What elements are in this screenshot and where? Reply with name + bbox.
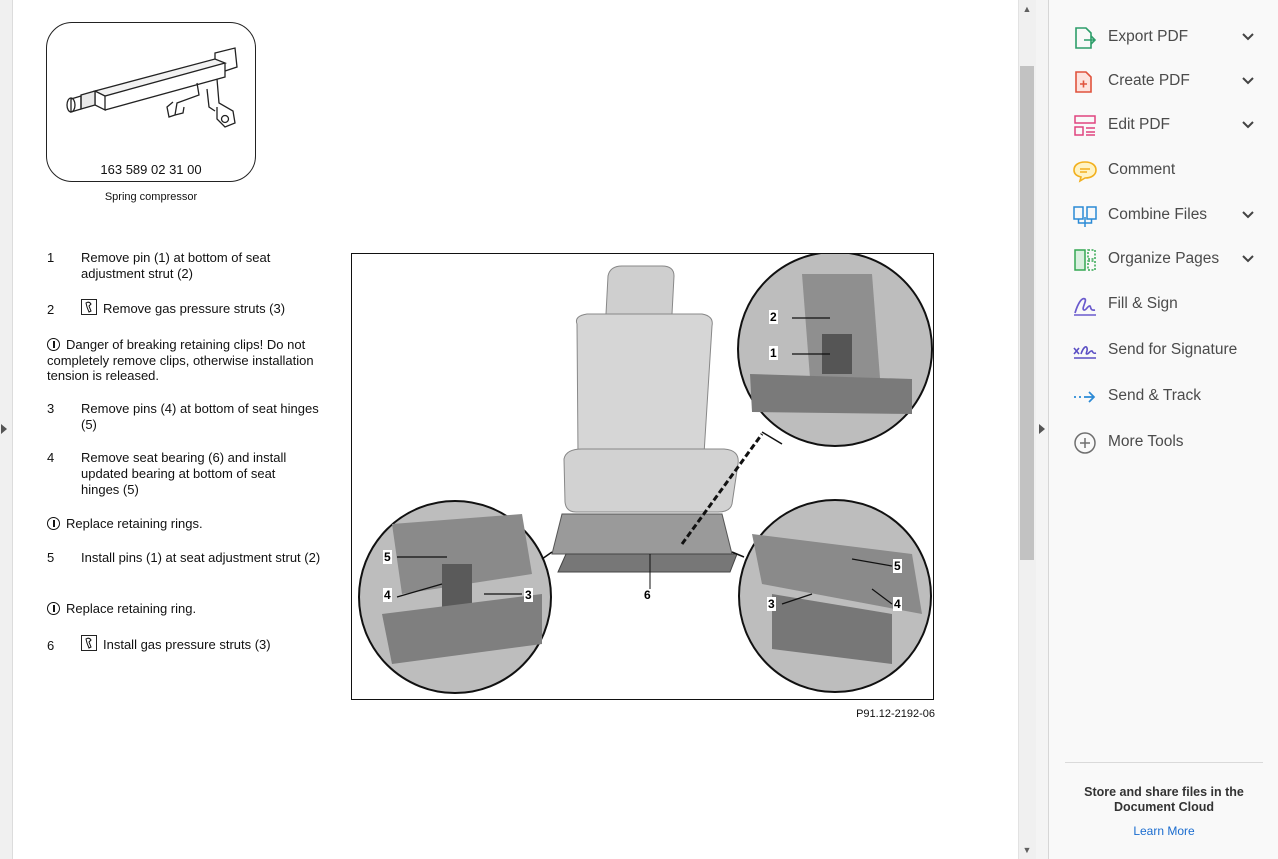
scroll-down-icon[interactable]: ▼ xyxy=(1022,845,1032,855)
step-text-row xyxy=(81,635,321,653)
tool-label: Send & Track xyxy=(1108,387,1202,404)
step-number: 4 xyxy=(47,450,55,465)
export-pdf-icon xyxy=(1072,26,1098,50)
step-text: Install gas pressure struts (3) xyxy=(103,637,271,652)
caution-icon xyxy=(47,338,60,351)
figure-callout-1: 1 xyxy=(770,346,777,360)
tool-edit-pdf[interactable] xyxy=(1072,111,1262,141)
tool-send-for-signature[interactable] xyxy=(1072,336,1262,366)
collapse-tools-pane-icon[interactable] xyxy=(1039,424,1045,434)
organize-pages-icon xyxy=(1072,248,1098,272)
seat-diagram xyxy=(352,254,933,699)
tool-label: Edit PDF xyxy=(1108,116,1171,133)
step-text: Remove pins (4) at bottom of seat hinges (5) xyxy=(81,401,319,432)
seat-assembly-figure xyxy=(351,253,934,700)
chevron-down-icon[interactable] xyxy=(1240,73,1256,89)
scroll-up-icon[interactable]: ▲ xyxy=(1022,4,1032,14)
note-row xyxy=(47,337,327,384)
create-pdf-icon xyxy=(1072,70,1098,94)
chevron-down-icon[interactable] xyxy=(1240,29,1256,45)
step-text: Remove seat bearing (6) and install updated bearing at bottom of seat hinges (5) xyxy=(81,450,287,497)
note-row xyxy=(47,601,327,617)
tool-fill-sign[interactable] xyxy=(1072,290,1262,320)
spring-compressor-illustration xyxy=(47,23,255,163)
figure-callout-5b: 5 xyxy=(894,559,901,573)
step-text: Remove pin (1) at bottom of seat adjustment strut (2) xyxy=(81,250,271,281)
step-text: Install pins (1) at seat adjustment strut (2) xyxy=(81,550,321,565)
figure-callout-6: 6 xyxy=(644,588,651,602)
send-for-signature-icon xyxy=(1072,339,1098,363)
step-number: 5 xyxy=(47,550,55,565)
tool-export-pdf[interactable] xyxy=(1072,23,1262,53)
note-text: Replace retaining rings. xyxy=(66,516,203,531)
tool-label: Comment xyxy=(1108,161,1176,178)
tool-label: Export PDF xyxy=(1108,28,1189,45)
step-text-row xyxy=(81,299,321,317)
chevron-down-icon[interactable] xyxy=(1240,117,1256,133)
figure-callout-3b: 3 xyxy=(768,597,775,611)
more-tools-icon xyxy=(1072,431,1098,455)
send-track-icon xyxy=(1072,385,1098,409)
step-number: 1 xyxy=(47,250,55,265)
comment-icon xyxy=(1072,159,1098,183)
scrollbar-thumb[interactable] xyxy=(1020,66,1034,560)
wrench-icon xyxy=(81,299,97,315)
tool-create-pdf[interactable] xyxy=(1072,67,1262,97)
tool-organize-pages[interactable] xyxy=(1072,245,1262,275)
figure-callout-4: 4 xyxy=(384,588,391,602)
special-tool-frame xyxy=(46,22,256,182)
figure-reference-id: P91.12-2192-06 xyxy=(856,708,935,720)
chevron-down-icon[interactable] xyxy=(1240,251,1256,267)
fill-sign-icon xyxy=(1072,293,1098,317)
tool-send-track[interactable] xyxy=(1072,382,1262,412)
tool-combine-files[interactable] xyxy=(1072,201,1262,231)
wrench-icon xyxy=(81,635,97,651)
step-number: 2 xyxy=(47,302,55,317)
tool-label: Send for Signature xyxy=(1108,341,1238,358)
step-text: Remove gas pressure struts (3) xyxy=(103,301,286,316)
figure-callout-2: 2 xyxy=(770,310,777,324)
figure-callout-4b: 4 xyxy=(894,597,901,611)
tool-more-tools[interactable] xyxy=(1072,428,1262,458)
note-text: Replace retaining ring. xyxy=(66,601,197,616)
tool-label: Create PDF xyxy=(1108,72,1190,89)
figure-callout-3: 3 xyxy=(525,588,532,602)
tools-divider xyxy=(1065,762,1263,763)
tool-label: More Tools xyxy=(1108,433,1184,450)
chevron-down-icon[interactable] xyxy=(1240,207,1256,223)
note-icon xyxy=(47,517,60,530)
learn-more-link[interactable]: Learn More xyxy=(1133,824,1195,838)
note-icon xyxy=(47,602,60,615)
step-number: 3 xyxy=(47,401,55,416)
tool-label: Organize Pages xyxy=(1108,250,1220,267)
expand-left-pane-icon[interactable] xyxy=(1,424,7,434)
document-cloud-promo: Store and share files in the Document Cloud xyxy=(1084,785,1244,814)
tool-caption: Spring compressor xyxy=(104,191,198,203)
tool-label: Combine Files xyxy=(1108,206,1208,223)
figure-callout-5: 5 xyxy=(384,550,391,564)
tool-label: Fill & Sign xyxy=(1108,295,1178,312)
note-text: Danger of breaking retaining clips! Do not completely remove clips, otherwise installation tension is released. xyxy=(47,337,314,383)
tool-part-number: 163 589 02 31 00 xyxy=(100,162,202,177)
tool-comment[interactable] xyxy=(1072,156,1262,186)
combine-files-icon xyxy=(1072,204,1098,228)
note-row xyxy=(47,516,327,532)
step-number: 6 xyxy=(47,638,55,653)
edit-pdf-icon xyxy=(1072,114,1098,138)
